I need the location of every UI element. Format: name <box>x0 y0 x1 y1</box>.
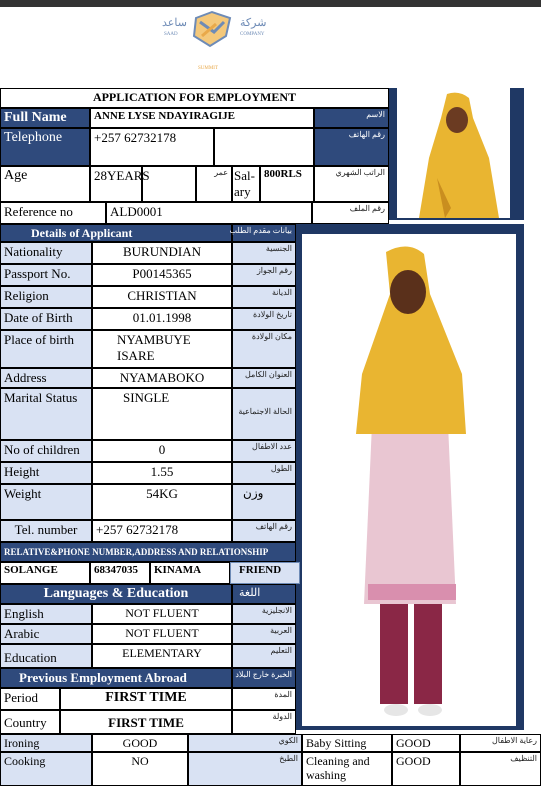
education-label: Education <box>0 644 92 668</box>
country-ar: الدولة <box>232 710 296 734</box>
place-of-birth-label: Place of birth <box>0 330 92 368</box>
nationality-label: Nationality <box>0 242 92 264</box>
cooking-label: Cooking <box>0 752 92 786</box>
arabic-label: Arabic <box>0 624 92 644</box>
relative-address: KINAMA <box>150 562 230 584</box>
cleaning-label: Cleaning and washing <box>302 752 392 786</box>
religion-value: CHRISTIAN <box>92 286 232 308</box>
baby-sitting-ar: رعاية الاطفال <box>460 734 541 752</box>
languages-header-ar: اللغة <box>232 584 296 604</box>
address-label: Address <box>0 368 92 388</box>
dob-label: Date of Birth <box>0 308 92 330</box>
place-of-birth-value: NYAMBUYE ISARE <box>92 330 232 368</box>
period-value: FIRST TIME <box>60 688 232 710</box>
ironing-label: Ironing <box>0 734 92 752</box>
reference-ar: رقم الملف <box>312 202 389 224</box>
passport-value: P00145365 <box>92 264 232 286</box>
full-name-value: ANNE LYSE NDAYIRAGIJE <box>90 108 314 128</box>
children-ar: عدد الاطفال <box>232 440 296 462</box>
nationality-ar: الجنسية <box>232 242 296 264</box>
top-bar <box>0 0 541 7</box>
baby-sitting-value: GOOD <box>392 734 460 752</box>
details-header-ar: بيانات مقدم الطلب <box>232 224 296 242</box>
tel-number-ar: رقم الهاتف <box>232 520 296 542</box>
baby-sitting-label: Baby Sitting <box>302 734 392 752</box>
salary-ar: الراتب الشهري <box>314 166 389 202</box>
arabic-value: NOT FLUENT <box>92 624 232 644</box>
height-ar: الطول <box>232 462 296 484</box>
education-ar: التعليم <box>232 644 296 668</box>
education-value: ELEMENTARY <box>92 644 232 668</box>
salary-label: Sal- ary <box>232 166 260 202</box>
english-label: English <box>0 604 92 624</box>
age-ar: عمر <box>196 166 232 202</box>
telephone-ar: رقم الهاتف <box>314 128 389 166</box>
logo-bottom-text: SUMMIT <box>198 66 219 71</box>
ironing-value: GOOD <box>92 734 188 752</box>
relative-phone: 68347035 <box>90 562 150 584</box>
address-value: NYAMABOKO <box>92 368 232 388</box>
period-ar: المدة <box>232 688 296 710</box>
employment-header-ar: الخبرة خارج البلاد <box>232 668 296 688</box>
english-ar: الانجليزية <box>232 604 296 624</box>
weight-value: 54KG <box>92 484 232 520</box>
country-value: FIRST TIME <box>60 710 232 734</box>
weight-ar: وزن <box>232 484 296 520</box>
reference-value: ALD0001 <box>106 202 312 224</box>
relative-header: RELATIVE&PHONE NUMBER,ADDRESS AND RELATIONSHIP <box>0 542 296 562</box>
age-label: Age <box>0 166 90 202</box>
children-label: No of children <box>0 440 92 462</box>
height-label: Height <box>0 462 92 484</box>
languages-header: Languages & Education <box>0 584 232 604</box>
nationality-value: BURUNDIAN <box>92 242 232 264</box>
age-spacer <box>142 166 196 202</box>
address-ar: العنوان الكامل <box>232 368 296 388</box>
cooking-value: NO <box>92 752 188 786</box>
age-value: 28YEARS <box>90 166 142 202</box>
logo-left-text: ساعد <box>162 17 187 29</box>
reference-label: Reference no <box>0 202 106 224</box>
marital-status-value: SINGLE <box>92 388 232 440</box>
dob-ar: تاريخ الولادة <box>232 308 296 330</box>
country-label: Country <box>0 710 60 734</box>
relative-name: SOLANGE <box>0 562 90 584</box>
tel-number-value: +257 62732178 <box>92 520 232 542</box>
period-label: Period <box>0 688 60 710</box>
relative-relationship: FRIEND <box>230 562 300 584</box>
telephone-spacer <box>214 128 314 166</box>
salary-value: 800RLS <box>260 166 314 202</box>
ironing-ar: الكوي <box>188 734 302 752</box>
tel-number-label: Tel. number <box>0 520 92 542</box>
passport-ar: رقم الجواز <box>232 264 296 286</box>
cleaning-ar: التنظيف <box>460 752 541 786</box>
children-value: 0 <box>92 440 232 462</box>
cleaning-value: GOOD <box>392 752 460 786</box>
marital-status-label: Marital Status <box>0 388 92 440</box>
english-value: NOT FLUENT <box>92 604 232 624</box>
handshake-icon <box>194 12 230 46</box>
height-value: 1.55 <box>92 462 232 484</box>
employment-header: Previous Employment Abroad <box>0 668 232 688</box>
logo-right-text: شركة <box>240 17 267 29</box>
weight-label: Weight <box>0 484 92 520</box>
religion-ar: الديانة <box>232 286 296 308</box>
religion-label: Religion <box>0 286 92 308</box>
telephone-label: Telephone <box>0 128 90 166</box>
form-title: APPLICATION FOR EMPLOYMENT <box>0 88 389 108</box>
details-header: Details of Applicant <box>0 224 232 242</box>
applicant-photo-large <box>296 224 524 730</box>
company-logo <box>160 10 270 76</box>
arabic-ar: العربية <box>232 624 296 644</box>
marital-status-ar: الحالة الاجتماعية <box>232 388 296 440</box>
full-name-label: Full Name <box>0 108 90 128</box>
cooking-ar: الطبخ <box>188 752 302 786</box>
full-name-ar: الاسم <box>314 108 389 128</box>
place-of-birth-ar: مكان الولادة <box>232 330 296 368</box>
telephone-value: +257 62732178 <box>90 128 214 166</box>
logo-left-sub: SAAD <box>164 32 178 37</box>
logo-right-sub: COMPANY <box>240 32 265 37</box>
applicant-photo-small <box>389 88 524 220</box>
passport-label: Passport No. <box>0 264 92 286</box>
dob-value: 01.01.1998 <box>92 308 232 330</box>
